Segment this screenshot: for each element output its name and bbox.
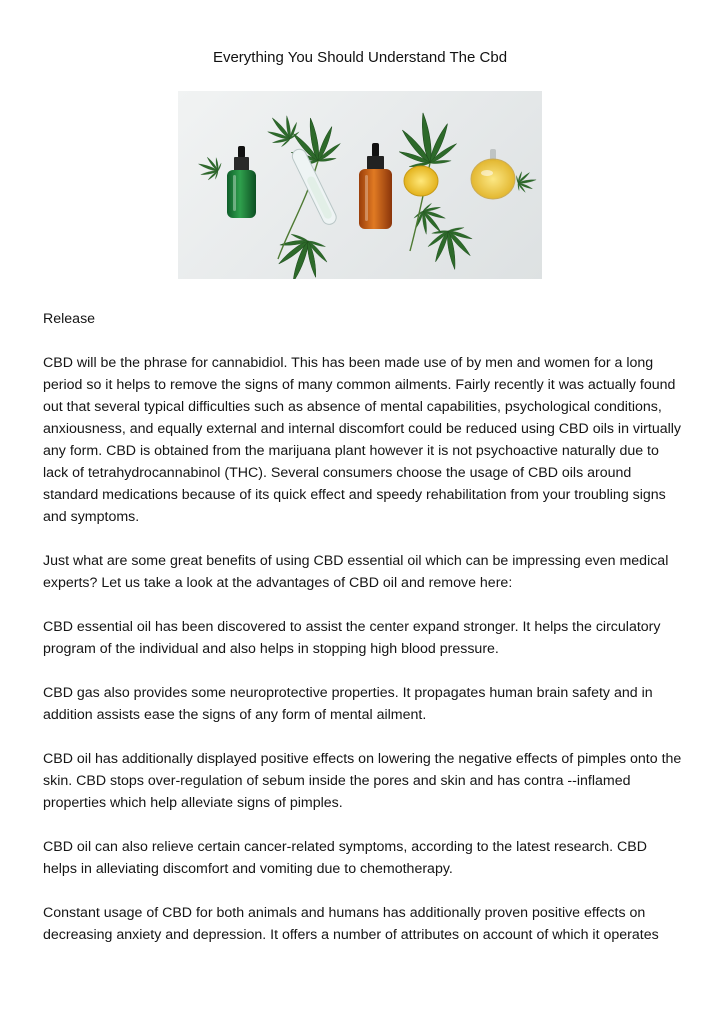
- paragraph: CBD oil has additionally displayed positive effects on lowering the negative effects of pimples onto the skin. CBD stops over-regulation of sebum inside the pores and skin and has contra --inflamed properties which help alleviate signs of pimples.: [43, 751, 682, 811]
- paragraph: Just what are some great benefits of using CBD essential oil which can be impressing even medical experts? Let us take a look at the advantages of CBD oil and remove here:: [43, 553, 669, 591]
- cbd-product-photo: [178, 91, 542, 279]
- article-body: [43, 308, 683, 968]
- section-heading: Release: [43, 311, 96, 327]
- paragraph: Constant usage of CBD for both animals and humans has additionally proven positive effects on decreasing anxiety and depression. It offers a number of attributes on account of which it operates: [43, 905, 659, 943]
- paragraph: CBD will be the phrase for cannabidiol. This has been made use of by men and women for a long period so it helps to remove the signs of many common ailments. Fairly recently it was actually found out that several typical difficulties such as absence of mental capabilities, psychological conditions, anxiousness, and equally external and internal discomfort could be reduced using CBD oils in virtually any form. CBD is obtained from the marijuana plant however it is not psychoactive naturally due to lack of tetrahydrocannabinol (THC). Several consumers choose the usage of CBD oils around standard medications because of its quick effect and speedy rehabilitation from your troubling signs and symptoms.: [43, 355, 682, 525]
- document-title: Everything You Should Understand The Cbd: [212, 49, 508, 66]
- paragraph: CBD essential oil has been discovered to assist the center expand stronger. It helps the circulatory program of the individual and also helps in stopping high blood pressure.: [43, 619, 661, 657]
- paragraph: CBD oil can also relieve certain cancer-related symptoms, according to the latest research. CBD helps in alleviating discomfort and vomiting due to chemotherapy.: [43, 839, 648, 877]
- paragraph: CBD gas also provides some neuroprotective properties. It propagates human brain safety and in addition assists ease the signs of any form of mental ailment.: [43, 685, 653, 723]
